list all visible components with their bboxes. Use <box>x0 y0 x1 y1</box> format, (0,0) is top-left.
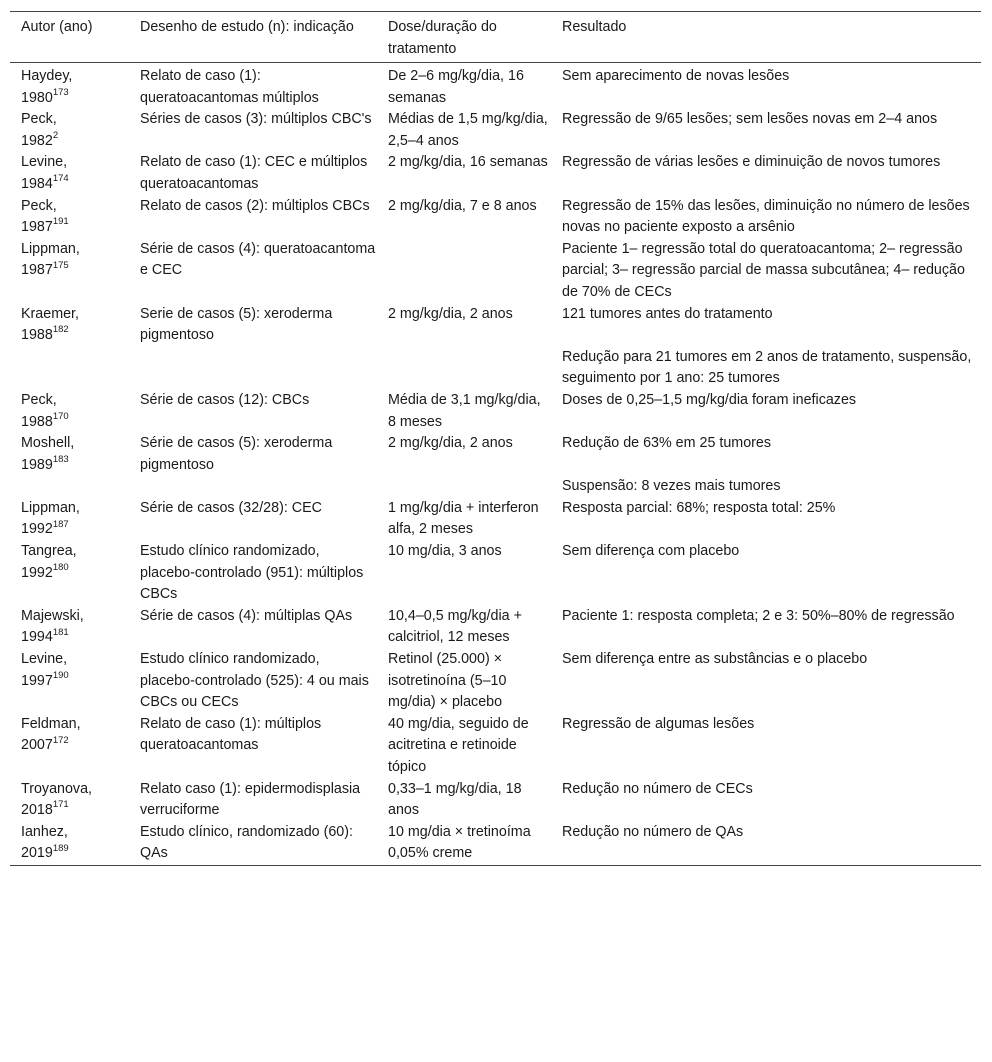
author-name: Tangrea, <box>21 543 77 560</box>
cell-dose: Médias de 1,5 mg/kg/dia, 2,5–4 anos <box>388 111 548 149</box>
cell-author <box>10 152 129 195</box>
table-row <box>10 196 981 239</box>
cell-design: Estudo clínico randomizado, placebo-controlado (951): múltiplos CBCs <box>140 543 364 603</box>
cell-result <box>551 822 981 844</box>
result-paragraph: Paciente 1: resposta completa; 2 e 3: 50%–80% de regressão <box>562 607 955 624</box>
table-row <box>10 541 981 606</box>
cell-dose: 2 mg/kg/dia, 2 anos <box>388 435 513 452</box>
cell-dose: 1 mg/kg/dia + interferon alfa, 2 meses <box>388 499 539 538</box>
author-name: Peck, <box>21 391 57 408</box>
table-row <box>10 498 981 541</box>
cell-design: Relato de caso (1): CEC e múltiplos queratoacantomas <box>140 154 368 192</box>
author-name: Levine, <box>21 651 68 668</box>
author-name: Lippman, <box>21 499 80 516</box>
table-row <box>10 822 981 865</box>
reference-superscript: 170 <box>52 410 69 422</box>
cell-design: Serie de casos (5): xeroderma pigmentoso <box>140 305 333 344</box>
author-year <box>21 519 129 541</box>
year-text: 1994 <box>21 629 53 646</box>
cell-result <box>551 714 981 736</box>
cell-dose: 40 mg/dia, seguido de acitretina e retinoide tópico <box>388 715 529 775</box>
cell-design: Série de casos (4): queratoacantoma e CEC <box>140 240 376 279</box>
reference-superscript: 180 <box>52 561 69 573</box>
year-text: 1992 <box>21 521 53 538</box>
table-row <box>10 433 981 498</box>
table-body <box>10 63 981 865</box>
cell-dose: 2 mg/kg/dia, 2 anos <box>388 305 513 322</box>
year-text: 1997 <box>21 672 53 689</box>
table-row <box>10 390 981 433</box>
author-name: Kraemer, <box>21 305 80 322</box>
cell-result <box>551 779 981 801</box>
reference-superscript: 172 <box>52 734 69 746</box>
author-year <box>21 412 129 434</box>
cell-author <box>10 606 129 649</box>
reference-superscript: 182 <box>52 324 69 336</box>
year-text: 2018 <box>21 802 53 819</box>
author-year <box>21 671 129 693</box>
cell-author <box>10 66 129 109</box>
cell-result <box>551 304 981 390</box>
cell-author <box>10 714 129 757</box>
cell-dose: Retinol (25.000) × isotretinoína (5–10 mg/dia) × placebo <box>388 651 507 711</box>
result-paragraph: 121 tumores antes do tratamento <box>562 305 773 322</box>
author-name: Majewski, <box>21 607 84 624</box>
result-paragraph: Regressão de algumas lesões <box>562 715 755 732</box>
author-name: Troyanova, <box>21 780 92 797</box>
cell-result <box>551 196 981 239</box>
cell-result <box>551 541 981 563</box>
cell-dose: 0,33–1 mg/kg/dia, 18 anos <box>388 780 522 819</box>
cell-author <box>10 822 129 865</box>
reference-superscript: 171 <box>52 799 69 811</box>
year-text: 1980 <box>21 89 53 106</box>
result-paragraph: Regressão de 15% das lesões, diminuição no número de lesões novas no paciente exposto a arsênio <box>562 197 970 236</box>
author-year <box>21 325 129 347</box>
reference-superscript: 173 <box>52 86 69 98</box>
reference-superscript: 174 <box>52 173 69 185</box>
year-text: 2019 <box>21 845 53 862</box>
reference-superscript: 2 <box>52 130 59 142</box>
year-text: 1988 <box>21 327 53 344</box>
table-row <box>10 63 981 109</box>
table-header-row <box>10 12 981 62</box>
reference-superscript: 191 <box>52 216 69 228</box>
table-row <box>10 152 981 195</box>
result-paragraph: Regressão de 9/65 lesões; sem lesões novas em 2–4 anos <box>562 111 938 128</box>
table-row <box>10 649 981 714</box>
table-row <box>10 239 981 304</box>
author-year <box>21 843 129 865</box>
cell-design: Série de casos (5): xeroderma pigmentoso <box>140 435 333 473</box>
result-paragraph: Redução de 63% em 25 tumores <box>562 435 772 452</box>
year-text: 1992 <box>21 564 53 581</box>
author-year <box>21 800 129 822</box>
cell-design: Série de casos (4): múltiplas QAs <box>140 607 353 624</box>
cell-design: Estudo clínico, randomizado (60): QAs <box>140 823 353 862</box>
cell-result <box>551 239 981 304</box>
cell-dose: 10 mg/dia × tretinoíma 0,05% creme <box>388 823 531 862</box>
cell-design: Relato de casos (2): múltiplos CBCs <box>140 197 370 214</box>
author-name: Moshell, <box>21 435 75 452</box>
table-row <box>10 304 981 390</box>
author-year <box>21 174 129 196</box>
cell-dose: 2 mg/kg/dia, 16 semanas <box>388 154 548 171</box>
cell-result <box>551 498 981 520</box>
author-name: Feldman, <box>21 715 81 732</box>
cell-result <box>551 109 981 131</box>
year-text: 2007 <box>21 737 53 754</box>
cell-dose: 10,4–0,5 mg/kg/dia + calcitriol, 12 meses <box>388 607 522 646</box>
year-text: 1987 <box>21 262 53 279</box>
cell-result <box>551 152 981 174</box>
cell-result <box>551 66 981 88</box>
year-text: 1988 <box>21 413 53 430</box>
result-paragraph: Regressão de várias lesões e diminuição de novos tumores <box>562 154 941 171</box>
paragraph-gap <box>562 325 981 347</box>
year-text: 1984 <box>21 175 53 192</box>
cell-author <box>10 304 129 347</box>
reference-superscript: 181 <box>52 626 69 638</box>
cell-result <box>551 390 981 412</box>
author-name: Levine, <box>21 154 68 171</box>
result-paragraph: Resposta parcial: 68%; resposta total: 25% <box>562 499 836 516</box>
cell-design: Séries de casos (3): múltiplos CBC's <box>140 111 372 128</box>
reference-superscript: 189 <box>52 842 69 854</box>
paragraph-gap <box>562 455 981 477</box>
header-author: Autor (ano) <box>21 19 93 35</box>
cell-dose: 2 mg/kg/dia, 7 e 8 anos <box>388 197 537 214</box>
table-row <box>10 606 981 649</box>
result-paragraph: Redução no número de QAs <box>562 823 744 840</box>
header-dose: Dose/duração do tratamento <box>388 19 497 57</box>
cell-author <box>10 239 129 282</box>
cell-author <box>10 779 129 822</box>
reference-superscript: 190 <box>52 669 69 681</box>
header-result: Resultado <box>562 19 627 35</box>
reference-superscript: 175 <box>52 259 69 271</box>
cell-result <box>551 606 981 628</box>
author-year <box>21 735 129 757</box>
author-year <box>21 88 129 110</box>
table-row <box>10 714 981 779</box>
study-table <box>10 11 981 866</box>
author-name: Peck, <box>21 197 57 214</box>
cell-author <box>10 541 129 584</box>
author-year <box>21 217 129 239</box>
year-text: 1982 <box>21 132 53 149</box>
cell-design: Relato de caso (1): múltiplos queratoacantomas <box>140 715 322 754</box>
cell-design: Relato caso (1): epidermodisplasia verruciforme <box>140 780 361 819</box>
cell-result <box>551 649 981 671</box>
cell-result <box>551 433 981 498</box>
author-year <box>21 563 129 585</box>
author-name: Haydey, <box>21 68 73 84</box>
author-name: Ianhez, <box>21 823 68 840</box>
cell-design: Estudo clínico randomizado, placebo-controlado (525): 4 ou mais CBCs ou CECs <box>140 651 369 711</box>
cell-dose: Média de 3,1 mg/kg/dia, 8 meses <box>388 391 541 430</box>
result-paragraph: Sem aparecimento de novas lesões <box>562 68 790 84</box>
author-year <box>21 131 129 153</box>
author-year <box>21 260 129 282</box>
cell-design: Série de casos (12): CBCs <box>140 391 310 408</box>
author-name: Lippman, <box>21 240 80 257</box>
result-paragraph: Paciente 1– regressão total do queratoacantoma; 2– regressão parcial; 3– regressão parcial de massa subcutânea; 4– redução de 70% de CECs <box>562 240 965 300</box>
cell-author <box>10 433 129 476</box>
author-name: Peck, <box>21 111 57 128</box>
table-row <box>10 109 981 152</box>
result-paragraph: Sem diferença entre as substâncias e o placebo <box>562 651 868 668</box>
cell-dose: De 2–6 mg/kg/dia, 16 semanas <box>388 68 524 106</box>
cell-design: Relato de caso (1): queratoacantomas múltiplos <box>140 68 319 106</box>
reference-superscript: 187 <box>52 518 69 530</box>
cell-author <box>10 649 129 692</box>
table-row <box>10 779 981 822</box>
year-text: 1987 <box>21 219 53 236</box>
header-design: Desenho de estudo (n): indicação <box>140 19 354 35</box>
year-text: 1989 <box>21 456 53 473</box>
cell-author <box>10 498 129 541</box>
reference-superscript: 183 <box>52 453 69 465</box>
cell-author <box>10 390 129 433</box>
result-paragraph: Redução no número de CECs <box>562 780 753 797</box>
result-paragraph: Sem diferença com placebo <box>562 543 740 560</box>
result-paragraph: Suspensão: 8 vezes mais tumores <box>562 478 781 495</box>
cell-author <box>10 109 129 152</box>
cell-dose: 10 mg/dia, 3 anos <box>388 543 502 560</box>
table-bottom-rule <box>10 865 981 866</box>
author-year <box>21 455 129 477</box>
result-paragraph: Redução para 21 tumores em 2 anos de tratamento, suspensão, seguimento por 1 ano: 25 tumores <box>562 348 972 387</box>
author-year <box>21 627 129 649</box>
result-paragraph: Doses de 0,25–1,5 mg/kg/dia foram ineficazes <box>562 391 857 408</box>
cell-design: Série de casos (32/28): CEC <box>140 499 322 516</box>
cell-author <box>10 196 129 239</box>
